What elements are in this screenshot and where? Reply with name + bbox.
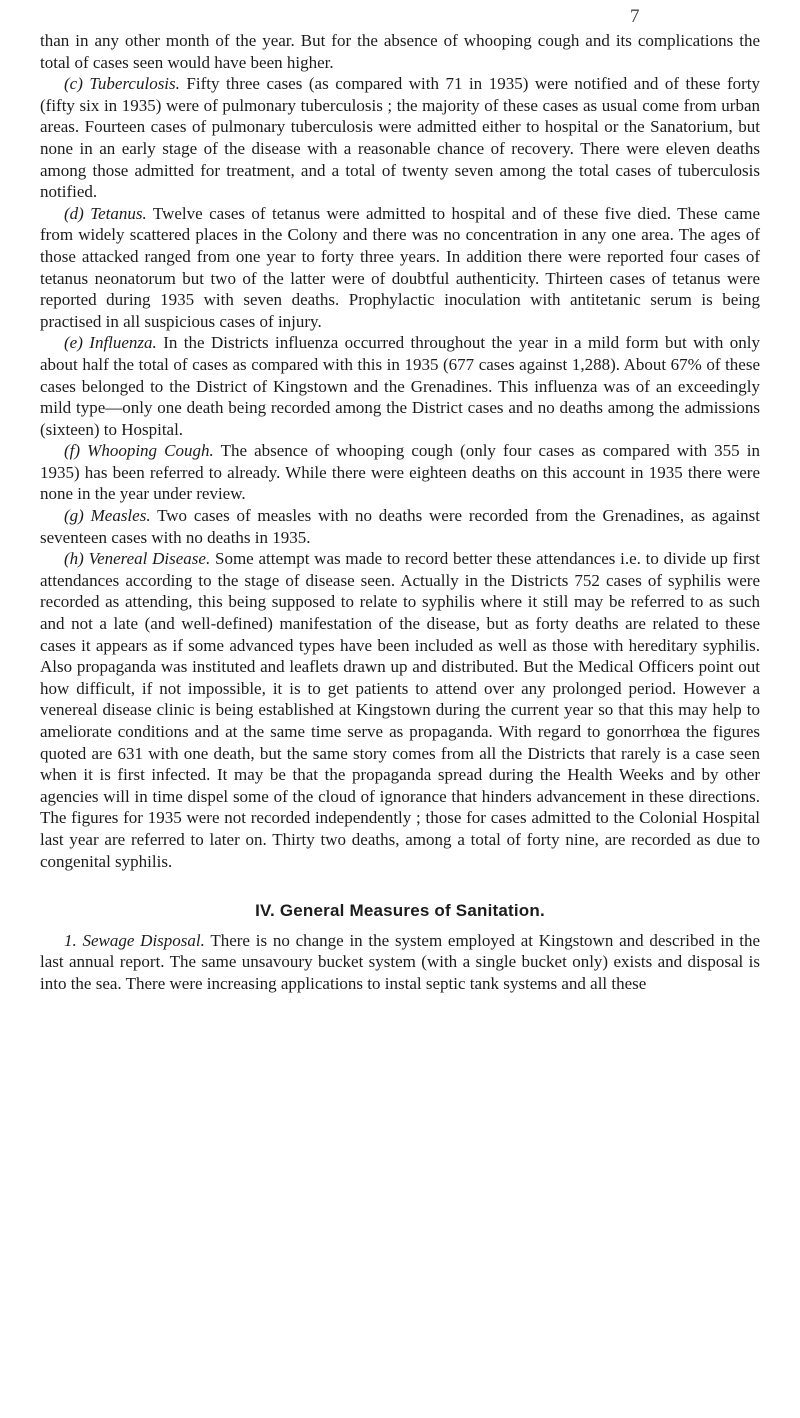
document-body (40, 30, 760, 995)
tuberculosis-paragraph (40, 73, 760, 203)
intro-text: than in any other month of the year. But for the absence of whooping cough and its complications the total of cases seen would have been higher. (40, 31, 760, 72)
venereal-disease-label: (h) Venereal Disease. (64, 549, 211, 569)
venereal-disease-paragraph (40, 548, 760, 872)
whooping-cough-text: The absence of whooping cough (only four cases as compared with 355 in 1935) has been referred to already. While there were eighteen deaths on this account in 1935 there were none in the year under review. (40, 441, 760, 504)
influenza-label: (e) Influenza. (64, 333, 157, 353)
measles-paragraph (40, 505, 760, 548)
sewage-disposal-paragraph (40, 930, 760, 995)
tetanus-label: (d) Tetanus. (64, 203, 147, 223)
intro-paragraph (40, 30, 760, 73)
measles-text: Two cases of measles with no deaths were recorded from the Grenadines, as against seventeen cases with no deaths in 1935. (40, 506, 761, 547)
tuberculosis-label: (c) Tuberculosis. (64, 74, 180, 94)
sewage-disposal-text: There is no change in the system employed at Kingstown and described in the last annual report. The same unsavoury bucket system (with a single bucket only) exists and disposal is into the sea. There were increasing applications to instal septic tank systems and all these (40, 930, 761, 993)
venereal-disease-text: Some attempt was made to record better these attendances i.e. to divide up first attendances according to the stage of disease seen. Actually in the Districts 752 cases of syphilis were recorded as attending, this being supposed to relate to syphilis where it still may be referred to as such and not a late (and well-defined) manifestation of the disease, but as forty deaths are related to these cases it appears as if some advanced types have been included as well as those with hereditary syphilis. Also propaganda was instituted and leaflets drawn up and distributed. But the Medical Officers point out how difficult, if not impossible, it is to get patients to attend over any prolonged period. However a venereal disease clinic is being established at Kingstown during the current year so that this may help to ameliorate conditions and at the same time serve as propaganda. With regard to gonorrhœa the figures quoted are 631 with one death, but the same story comes from all the Districts that rarely is a case seen when it is first infected. It may be that the propaganda spread during the Health Weeks and by other agencies will in time dispel some of the cloud of ignorance that hinders advancement in these directions. The figures for 1935 were not recorded independently ; those for cases admitted to the Colonial Hospital last year are referred to later on. Thirty two deaths, among a total of forty nine, are recorded as due to congenital syphilis. (40, 549, 760, 871)
page-number: 7 (630, 6, 640, 27)
section-heading: IV. General Measures of Sanitation. (255, 901, 545, 921)
whooping-cough-paragraph (40, 440, 760, 505)
tuberculosis-text: Fifty three cases (as compared with 71 in 1935) were notified and of these forty (fifty six in 1935) were of pulmonary tuberculosis ; the majority of these cases as usual come from urban areas. Fourteen cases of pulmonary tuberculosis were admitted either to hospital or the Sanatorium, but none in an early stage of the disease with a reasonable chance of recovery. There were eleven deaths among those admitted for treatment, and a total of twenty seven among the total cases of tuberculosis notified. (40, 74, 760, 202)
tetanus-text: Twelve cases of tetanus were admitted to hospital and of these five died. These came from widely scattered places in the Colony and there was no concentration in any one area. The ages of those attacked ranged from one year to forty three years. In addition there were reported four cases of tetanus neonatorum but two of the latter were of doubtful authenticity. Thirteen cases of tetanus were reported during 1935 with seven deaths. Prophylactic inoculation with antitetanic serum is being practised in all suspicious cases of injury. (40, 203, 761, 331)
sewage-disposal-label: 1. Sewage Disposal. (64, 930, 205, 950)
tetanus-paragraph (40, 203, 760, 333)
influenza-text: In the Districts influenza occurred throughout the year in a mild form but with only about half the total of cases as compared with this in 1935 (677 cases against 1,288). About 67% of these cases belonged to the District of Kingstown and the Grenadines. This influenza was of an exceedingly mild type—only one death being recorded among the District cases and no deaths among the admissions (sixteen) to Hospital. (40, 333, 761, 439)
influenza-paragraph (40, 332, 760, 440)
measles-label: (g) Measles. (64, 506, 151, 526)
whooping-cough-label: (f) Whooping Cough. (64, 441, 214, 461)
